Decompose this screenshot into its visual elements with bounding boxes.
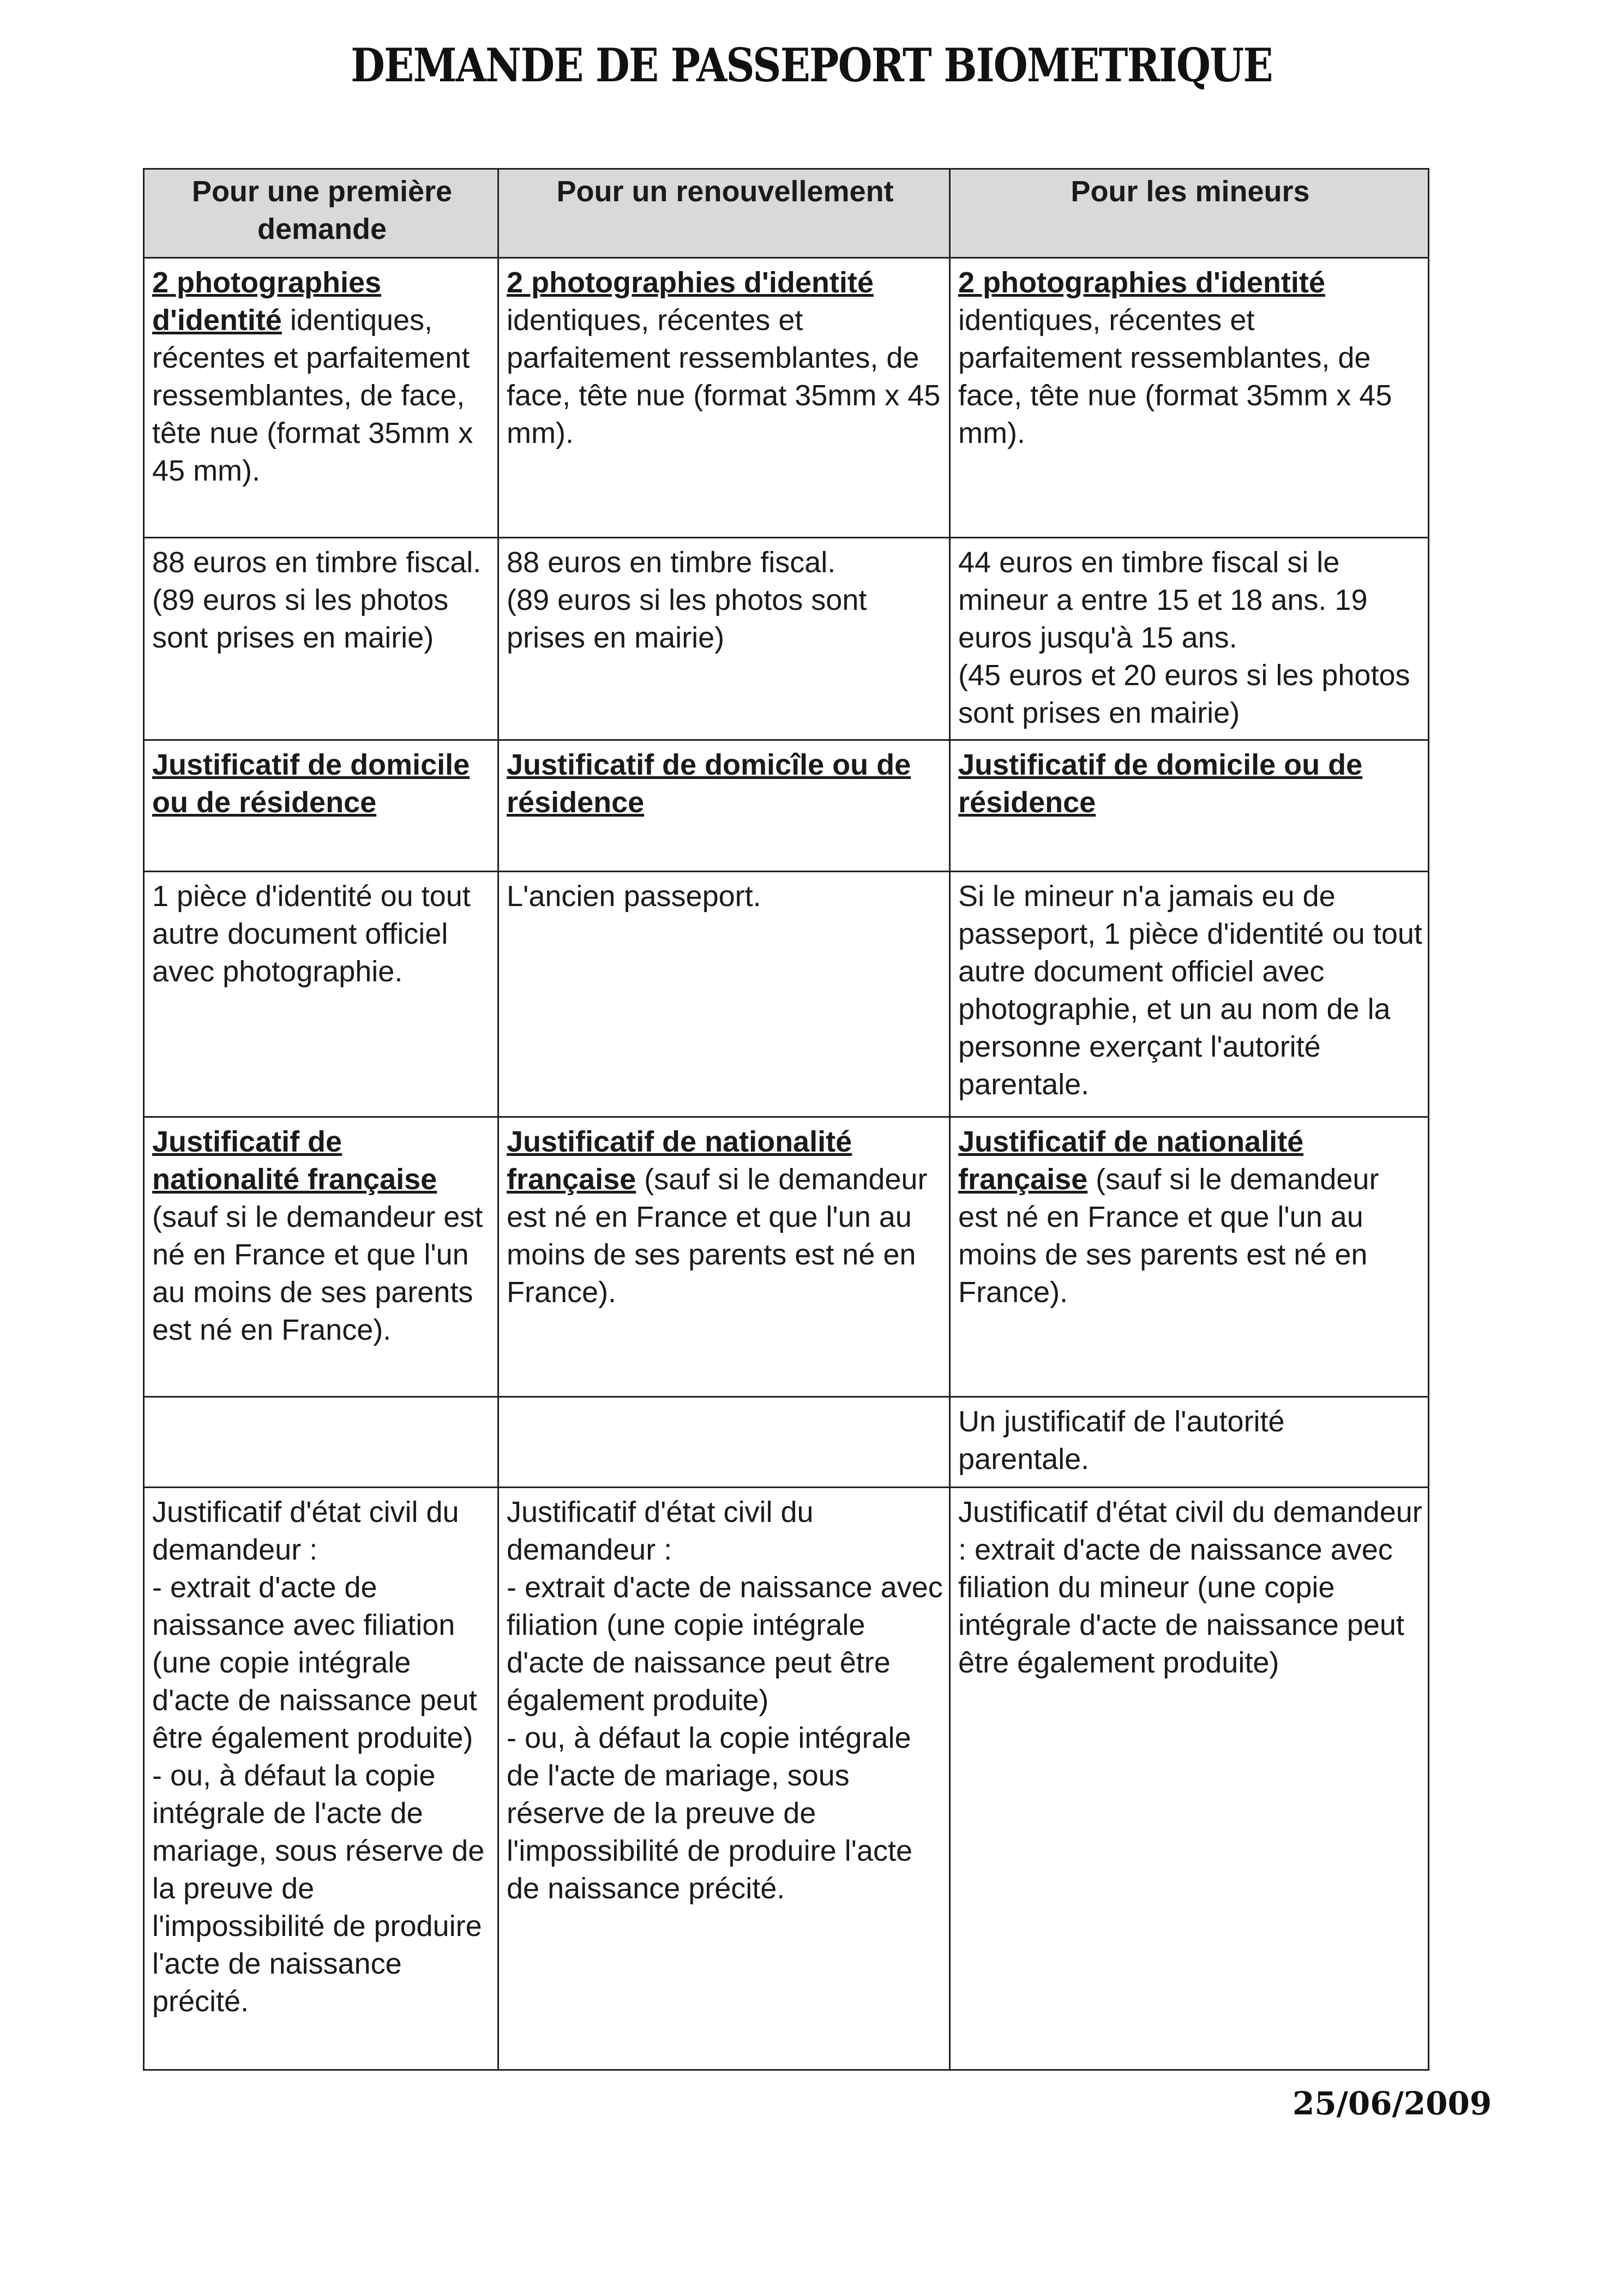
table-row-nationality — [144, 1117, 1429, 1397]
table-cell — [950, 740, 1429, 872]
cell-line: (45 euros et 20 euros si les photos sont prises en mairie) — [958, 659, 1410, 729]
cell-line: 88 euros en timbre fiscal. — [152, 546, 482, 579]
cell-text: Un justificatif de l'autorité parentale. — [958, 1405, 1285, 1476]
table-cell — [498, 538, 950, 740]
cell-text: 1 pièce d'identité ou tout autre document officiel avec photographie. — [152, 880, 471, 988]
cell-text: (sauf si le demandeur est né en France et que l'un au moins de ses parents est né en France). — [152, 1201, 483, 1346]
header-first-application: Pour une première demande — [144, 169, 498, 258]
cell-text: identiques, récentes et parfaitement ressemblantes, de face, tête nue (format 35mm x 45 mm). — [507, 304, 941, 449]
table-cell — [950, 1397, 1429, 1488]
document-title: DEMANDE DE PASSEPORT BIOMETRIQUE — [351, 38, 1272, 92]
cell-line: (89 euros si les photos sont prises en mairie) — [507, 584, 867, 654]
table-row-photos — [144, 258, 1429, 538]
header-renewal: Pour un renouvellement — [498, 169, 950, 258]
table-row-civil-status — [144, 1488, 1429, 2070]
cell-heading: Justificatif de nationalité française — [958, 1125, 1304, 1196]
document-date: 25/06/2009 — [1293, 2085, 1492, 2122]
cell-line: (89 euros si les photos sont prises en mairie) — [152, 584, 449, 654]
cell-heading: Justificatif de domicile ou de résidence — [152, 748, 470, 819]
header-minors: Pour les mineurs — [950, 169, 1429, 258]
cell-text: (sauf si le demandeur est né en France et que l'un au moins de ses parents est né en France). — [507, 1163, 928, 1309]
cell-heading: Justificatif de domicile ou de résidence — [958, 748, 1363, 819]
cell-heading: Justificatif de nationalité française — [507, 1125, 852, 1196]
cell-text: identiques, récentes et parfaitement ressemblantes, de face, tête nue (format 35mm x 45 mm). — [152, 304, 473, 487]
table-cell — [498, 872, 950, 1117]
table-cell — [144, 1397, 498, 1488]
table-cell — [144, 872, 498, 1117]
cell-text: (sauf si le demandeur est né en France et que l'un au moins de ses parents est né en France). — [958, 1163, 1379, 1309]
table-row-fee — [144, 538, 1429, 740]
table-cell — [144, 258, 498, 538]
table-cell — [144, 538, 498, 740]
requirements-table — [143, 168, 1429, 2071]
cell-line: Justificatif d'état civil du demandeur : — [152, 1496, 459, 1566]
table-cell — [950, 1488, 1429, 2070]
cell-heading: 2 photographies d'identité — [958, 266, 1325, 299]
table-cell — [498, 1117, 950, 1397]
cell-line: - ou, à défaut la copie intégrale de l'acte de mariage, sous réserve de la preuve de l'impossibilité de produire l'acte de naissance précité. — [152, 1759, 485, 2018]
table-cell — [950, 538, 1429, 740]
table-cell — [498, 1397, 950, 1488]
table-cell — [144, 1117, 498, 1397]
table-cell — [144, 1488, 498, 2070]
table-row-domicile — [144, 740, 1429, 872]
cell-line: 44 euros en timbre fiscal si le mineur a entre 15 et 18 ans. 19 euros jusqu'à 15 ans. — [958, 546, 1368, 654]
table-cell — [950, 872, 1429, 1117]
cell-line: 88 euros en timbre fiscal. — [507, 546, 836, 579]
table-header-row — [144, 169, 1429, 258]
cell-line: - extrait d'acte de naissance avec filiation (une copie intégrale d'acte de naissance peut être également produite) — [152, 1571, 477, 1754]
cell-heading: Justificatif de domicîle ou de résidence — [507, 748, 911, 819]
table-cell — [950, 258, 1429, 538]
cell-heading: Justificatif de nationalité française — [152, 1125, 437, 1196]
cell-heading: 2 photographies d'identité — [507, 266, 874, 299]
cell-line: Justificatif d'état civil du demandeur : extrait d'acte de naissance avec filiation du mineur (une copie intégrale d'acte de naissance peut être également produite) — [958, 1496, 1422, 1679]
table-row-identity — [144, 872, 1429, 1117]
table-row-parental-authority — [144, 1397, 1429, 1488]
table-cell — [498, 740, 950, 872]
cell-line: Justificatif d'état civil du demandeur : — [507, 1496, 814, 1566]
table-cell — [950, 1117, 1429, 1397]
table-cell — [144, 740, 498, 872]
table-cell — [498, 1488, 950, 2070]
cell-text: Si le mineur n'a jamais eu de passeport, 1 pièce d'identité ou tout autre document officiel avec photographie, et un au nom de la personne exerçant l'autorité parentale. — [958, 880, 1422, 1101]
cell-text: identiques, récentes et parfaitement ressemblantes, de face, tête nue (format 35mm x 45 mm). — [958, 304, 1392, 449]
cell-line: - extrait d'acte de naissance avec filiation (une copie intégrale d'acte de naissance peut être également produite) — [507, 1571, 943, 1717]
cell-heading: 2 photographies d'identité — [152, 266, 382, 337]
cell-line: - ou, à défaut la copie intégrale de l'acte de mariage, sous réserve de la preuve de l'impossibilité de produire l'acte de naissance précité. — [507, 1722, 912, 1905]
table-cell — [498, 258, 950, 538]
cell-text: L'ancien passeport. — [507, 880, 761, 913]
